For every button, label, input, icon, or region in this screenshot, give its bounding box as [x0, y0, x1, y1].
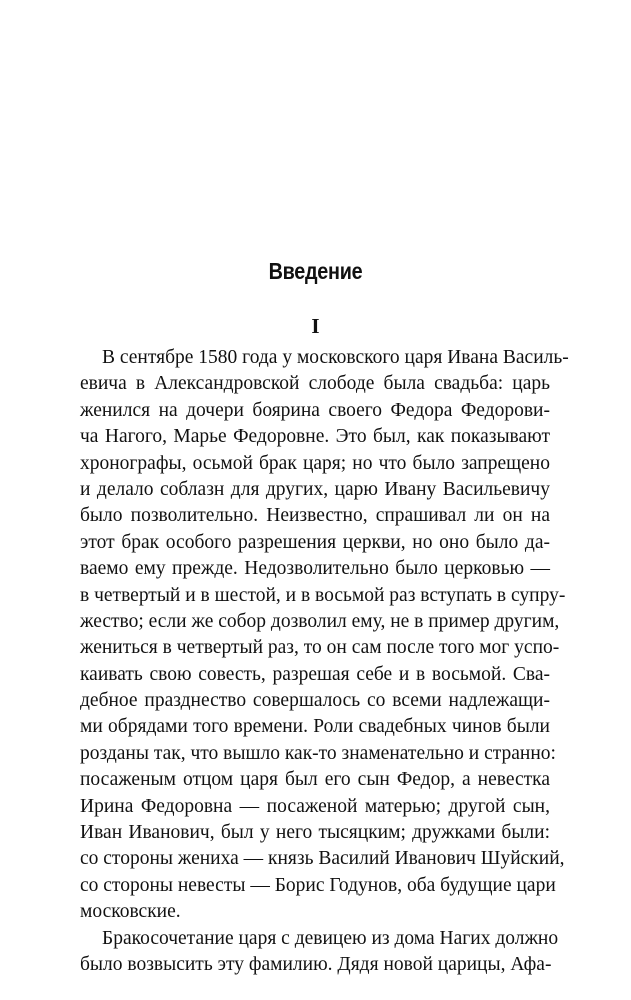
text-line: женился на дочери боярина своего Федора Федорови-	[80, 399, 550, 421]
text-line: было позволительно. Неизвестно, спрашивал ли он на	[80, 505, 550, 527]
text-line: Ирина Федоровна — посаженой матерью; другой сын,	[80, 795, 550, 817]
text-line: московские.	[80, 901, 181, 923]
text-line: жество; если же собор дозволил ему, не в пример другим,	[80, 610, 560, 632]
text-line: Бракосочетание царя с девицею из дома Нагих должно	[102, 927, 559, 949]
text-line: В сентябре 1580 года у московского царя Ивана Василь-	[102, 347, 569, 368]
text-line: ми обрядами того времени. Роли свадебных чинов были	[80, 716, 550, 738]
text-line: Иван Иванович, был у него тысяцким; дружками были:	[80, 822, 550, 844]
text-line: розданы так, что вышло как-то знаменательно и странно:	[80, 742, 556, 764]
text-line: этот брак особого разрешения церкви, но оно было да-	[80, 531, 550, 553]
text-line: евича в Александровской слободе была свадьба: царь	[80, 373, 550, 395]
text-line: посаженым отцом царя был его сын Федор, а невестка	[80, 769, 550, 791]
text-line: в четвертый и в шестой, и в восьмой раз вступать в супру-	[80, 584, 566, 606]
text-line: каивать свою совесть, разрешая себе и в восьмой. Сва-	[80, 663, 550, 685]
text-line: ча Нагого, Марье Федоровне. Это был, как показывают	[80, 426, 550, 448]
text-line: со стороны жениха — князь Василий Иванович Шуйский,	[80, 848, 565, 870]
text-line: со стороны невесты — Борис Годунов, оба будущие цари	[80, 874, 556, 896]
section-number: I	[311, 314, 320, 338]
text-line: и делало соблазн для других, царю Ивану Васильевичу	[80, 478, 550, 500]
body-text	[80, 345, 569, 978]
text-line: жениться в четвертый раз, то он сам после того мог успо-	[80, 637, 560, 659]
text-line: было возвысить эту фамилию. Дядя новой царицы, Афа-	[80, 953, 552, 975]
text-line: хронографы, осьмой брак царя; но что было запрещено	[80, 452, 550, 474]
chapter-title: Введение	[268, 258, 363, 284]
text-line: дебное празднество совершалось со всеми надлежащи-	[80, 690, 550, 712]
text-line: ваемо ему прежде. Недозволительно было церковью —	[80, 558, 550, 580]
